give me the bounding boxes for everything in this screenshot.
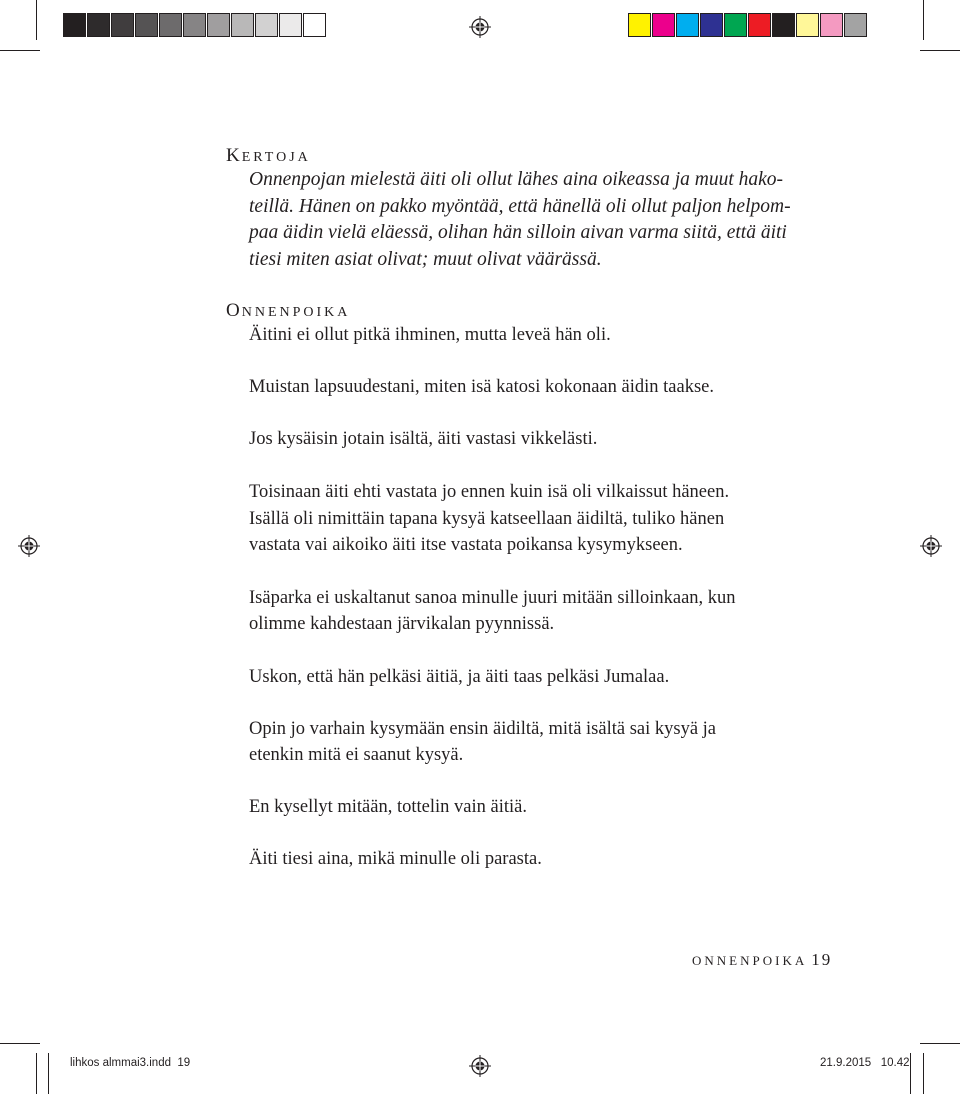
narrator-line: tiesi miten asiat olivat; muut olivat väärässä. [249,248,602,270]
narrator-paragraph [249,167,849,273]
slug-file [70,1057,190,1069]
dialogue-line: Isällä oli nimittäin tapana kysyä katseellaan äidiltä, tuliko hänen [249,509,725,529]
page-number: 19 [811,950,833,969]
speaker-label-narrator [226,145,311,167]
dialogue-line: Opin jo varhain kysymään ensin äidiltä, mitä isältä sai kysyä ja [249,719,717,739]
dialogue-line: Muistan lapsuudestani, miten isä katosi kokonaan äidin taakse. [249,377,714,397]
dialogue-line: Toisinaan äiti ehti vastata jo ennen kuin isä oli vilkaissut häneen. [249,482,730,502]
registration-mark-icon [920,535,942,557]
grayscale-bar [63,13,327,41]
slug-time: 10.42 [880,1057,910,1069]
dialogue-line: Jos kysäisin jotain isältä, äiti vastasi vikkelästi. [249,429,598,449]
narrator-line: teillä. Hänen on pakko myöntää, että hänellä oli ollut paljon helpom- [249,195,791,217]
crop-mark [910,1053,911,1094]
color-swatch [652,13,675,37]
speaker-label-rest: ERTOJA [241,150,311,165]
color-swatch [676,13,699,37]
slug-filename: lihkos almmai3.indd [70,1057,171,1069]
speaker-label-rest: NNENPOIKA [241,305,351,320]
narrator-line: Onnenpojan mielestä äiti oli ollut lähes aina oikeassa ja muut hako- [249,169,784,190]
crop-mark [48,1053,49,1094]
slug-page: 19 [177,1057,191,1069]
speaker-label-character [226,300,350,322]
slug-datetime [820,1057,910,1069]
crop-mark [923,0,924,40]
crop-mark [920,1043,960,1044]
dialogue-line: En kysellyt mitään, tottelin vain äitiä. [249,797,527,817]
registration-mark-icon [469,16,491,38]
running-footer [692,950,832,970]
dialogue-line: etenkin mitä ei saanut kysyä. [249,745,464,765]
color-swatch [628,13,651,37]
dialogue-line: vastata vai aikoiko äiti itse vastata poikansa kysymykseen. [249,535,683,555]
color-bar [628,13,868,41]
color-swatch [303,13,326,37]
crop-mark [923,1053,924,1094]
dialogue-line: Äiti tiesi aina, mikä minulle oli parasta. [249,849,542,869]
color-swatch [279,13,302,37]
color-swatch [844,13,867,37]
color-swatch [111,13,134,37]
crop-mark [36,1053,37,1094]
color-swatch [796,13,819,37]
slug-date: 21.9.2015 [820,1057,872,1069]
dialogue-line: olimme kahdestaan järvikalan pyynnissä. [249,614,555,634]
color-swatch [135,13,158,37]
color-swatch [772,13,795,37]
dialogue-line: Äitini ei ollut pitkä ihminen, mutta leveä hän oli. [249,325,611,345]
running-head: ONNENPOIKA [692,953,808,968]
color-swatch [820,13,843,37]
color-swatch [87,13,110,37]
registration-mark-icon [469,1055,491,1077]
color-swatch [159,13,182,37]
crop-mark [36,0,37,40]
color-swatch [183,13,206,37]
crop-mark [0,1043,40,1044]
color-swatch [700,13,723,37]
color-swatch [63,13,86,37]
color-swatch [255,13,278,37]
color-swatch [231,13,254,37]
color-swatch [748,13,771,37]
color-swatch [207,13,230,37]
color-swatch [724,13,747,37]
crop-mark [0,50,40,51]
speaker-label-initial: O [226,300,242,321]
registration-mark-icon [18,535,40,557]
dialogue-line: Uskon, että hän pelkäsi äitiä, ja äiti taas pelkäsi Jumalaa. [249,667,670,687]
narrator-line: paa äidin vielä eläessä, olihan hän silloin aivan varma siitä, että äiti [249,222,787,243]
dialogue-line: Isäparka ei uskaltanut sanoa minulle juuri mitään silloinkaan, kun [249,588,736,608]
crop-mark [920,50,960,51]
speaker-label-initial: K [226,145,242,166]
